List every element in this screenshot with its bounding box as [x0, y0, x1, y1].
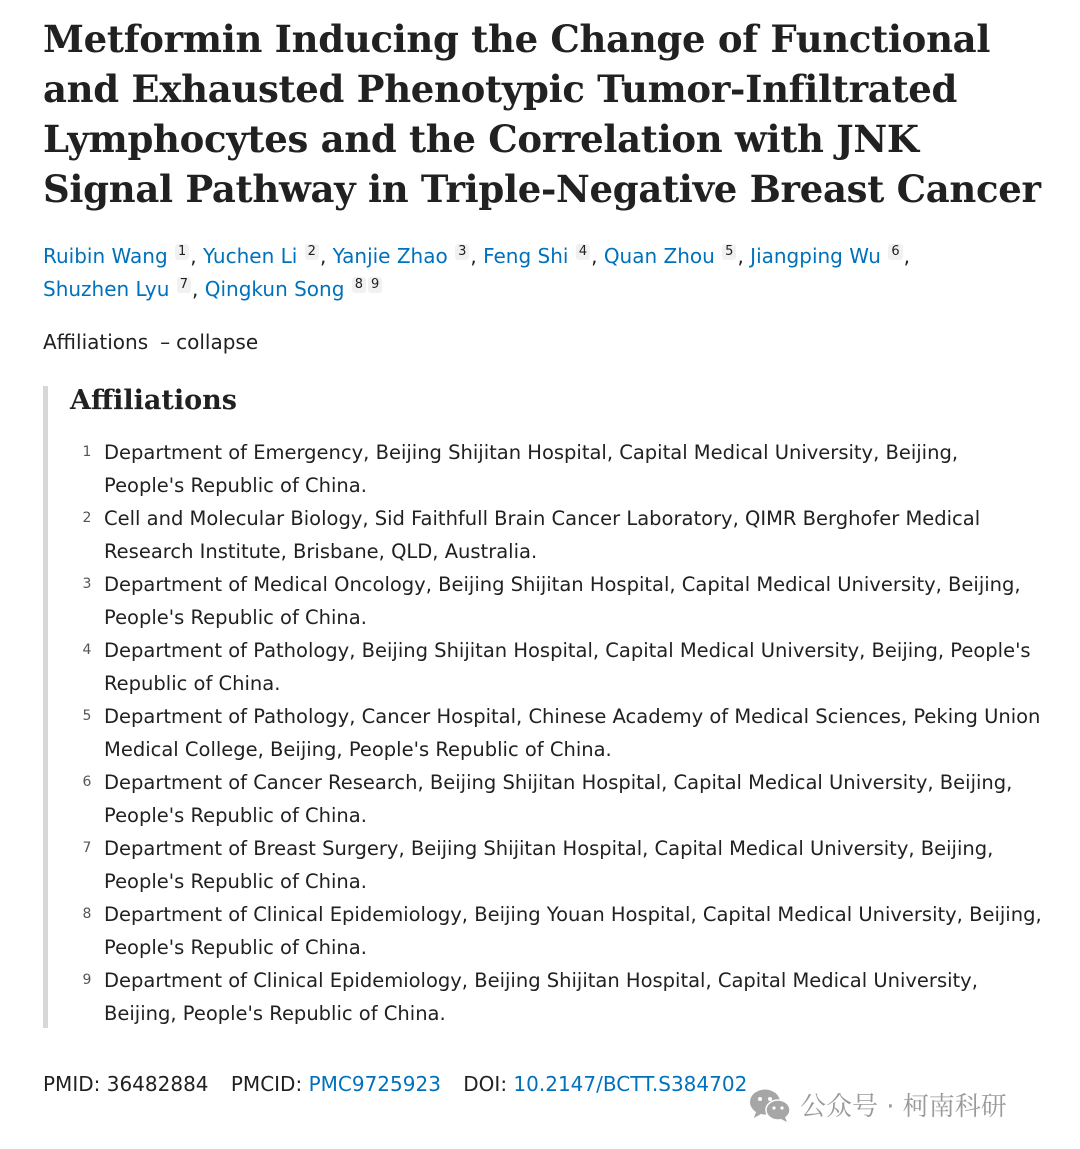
affiliation-number: 9: [82, 972, 92, 988]
affiliation-number: 7: [82, 840, 92, 856]
affiliation-text: Department of Pathology, Cancer Hospital, Chinese Academy of Medical Sciences, Peking Union Medical College, Beijing, People's Republic of China.: [104, 705, 1041, 761]
affiliations-toggle: [43, 326, 258, 358]
affiliation-ref[interactable]: 8: [352, 277, 366, 293]
affiliation-ref[interactable]: 9: [368, 277, 382, 293]
affiliation-text: Department of Cancer Research, Beijing Shijitan Hospital, Capital Medical University, Beijing, People's Republic of China.: [104, 771, 1013, 827]
affiliation-text: Cell and Molecular Biology, Sid Faithfull Brain Cancer Laboratory, QIMR Berghofer Medical Research Institute, Brisbane, QLD, Australia.: [104, 507, 981, 563]
doi-label: DOI:: [463, 1072, 508, 1096]
affiliation-number: 5: [82, 708, 92, 724]
affiliation-number: 3: [82, 576, 92, 592]
affiliation-text: Department of Pathology, Beijing Shijitan Hospital, Capital Medical University, Beijing, People's Republic of China.: [104, 639, 1031, 695]
author-link[interactable]: Yuchen Li: [203, 244, 298, 268]
watermark: [748, 1086, 1007, 1123]
affiliation-ref[interactable]: 1: [175, 244, 189, 260]
pmid-label: PMID:: [43, 1072, 101, 1096]
affiliation-ref[interactable]: 3: [455, 244, 469, 260]
affiliation-item: [48, 436, 1044, 502]
affiliation-number: 8: [82, 906, 92, 922]
affiliation-item: [48, 502, 1044, 568]
author-link[interactable]: Qingkun Song: [204, 277, 345, 301]
pmid-value: 36482884: [106, 1072, 209, 1096]
affiliation-item: [48, 634, 1044, 700]
author-list: Ruibin Wang 1 , Yuchen Li 2 , Yanjie Zhao 3 , Feng Shi 4 , Quan Zhou 5 , Jiangping Wu 6 , Shuzhen Lyu 7 , Qingkun Song 8 9: [43, 244, 910, 301]
affiliation-number: 6: [82, 774, 92, 790]
article-identifiers: [43, 1068, 747, 1100]
affiliations-heading: Affiliations: [70, 385, 237, 416]
affiliation-text: Department of Emergency, Beijing Shijitan Hospital, Capital Medical University, Beijing, People's Republic of China.: [104, 441, 959, 497]
affiliations-list: [48, 436, 1044, 1030]
author-link[interactable]: Shuzhen Lyu: [43, 277, 170, 301]
author-link[interactable]: Yanjie Zhao: [332, 244, 448, 268]
collapse-button[interactable]: collapse: [176, 330, 259, 354]
affiliation-number: 1: [82, 444, 92, 460]
affiliation-item: [48, 832, 1044, 898]
affiliation-item: [48, 898, 1044, 964]
affiliation-item: [48, 568, 1044, 634]
author-link[interactable]: Jiangping Wu: [750, 244, 881, 268]
affiliation-text: Department of Clinical Epidemiology, Beijing Shijitan Hospital, Capital Medical University, Beijing, People's Republic of China.: [104, 969, 978, 1025]
affiliation-ref[interactable]: 7: [177, 277, 191, 293]
doi-link[interactable]: 10.2147/BCTT.S384702: [513, 1072, 748, 1096]
affiliation-ref[interactable]: 5: [722, 244, 736, 260]
affiliation-number: 4: [82, 642, 92, 658]
author-link[interactable]: Ruibin Wang: [43, 244, 168, 268]
affiliation-item: [48, 700, 1044, 766]
affiliations-panel: [43, 386, 1048, 1028]
author-link[interactable]: Quan Zhou: [603, 244, 715, 268]
affiliation-number: 2: [82, 510, 92, 526]
affiliation-item: [48, 766, 1044, 832]
affiliations-toggle-label: Affiliations: [43, 330, 149, 354]
affiliation-ref[interactable]: 4: [576, 244, 590, 260]
wechat-icon: [748, 1087, 792, 1123]
pmcid-link[interactable]: PMC9725923: [308, 1072, 441, 1096]
affiliation-item: [48, 964, 1044, 1030]
affiliation-text: Department of Clinical Epidemiology, Beijing Youan Hospital, Capital Medical University, Beijing, People's Republic of China.: [104, 903, 1042, 959]
affiliation-text: Department of Breast Surgery, Beijing Shijitan Hospital, Capital Medical University, Beijing, People's Republic of China.: [104, 837, 994, 893]
toggle-dash: –: [160, 330, 171, 354]
affiliation-text: Department of Medical Oncology, Beijing Shijitan Hospital, Capital Medical University, Beijing, People's Republic of China.: [104, 573, 1021, 629]
affiliation-ref[interactable]: 2: [305, 244, 319, 260]
affiliation-ref[interactable]: 6: [888, 244, 902, 260]
watermark-text: 公众号 · 柯南科研: [800, 1092, 1007, 1122]
article-title: Metformin Inducing the Change of Functional and Exhausted Phenotypic Tumor-Infiltrated Lymphocytes and the Correlation with JNK Signal Pathway in Triple-Negative Breast Cancer: [43, 17, 1041, 211]
author-link[interactable]: Feng Shi: [483, 244, 569, 268]
pmcid-label: PMCID:: [230, 1072, 303, 1096]
